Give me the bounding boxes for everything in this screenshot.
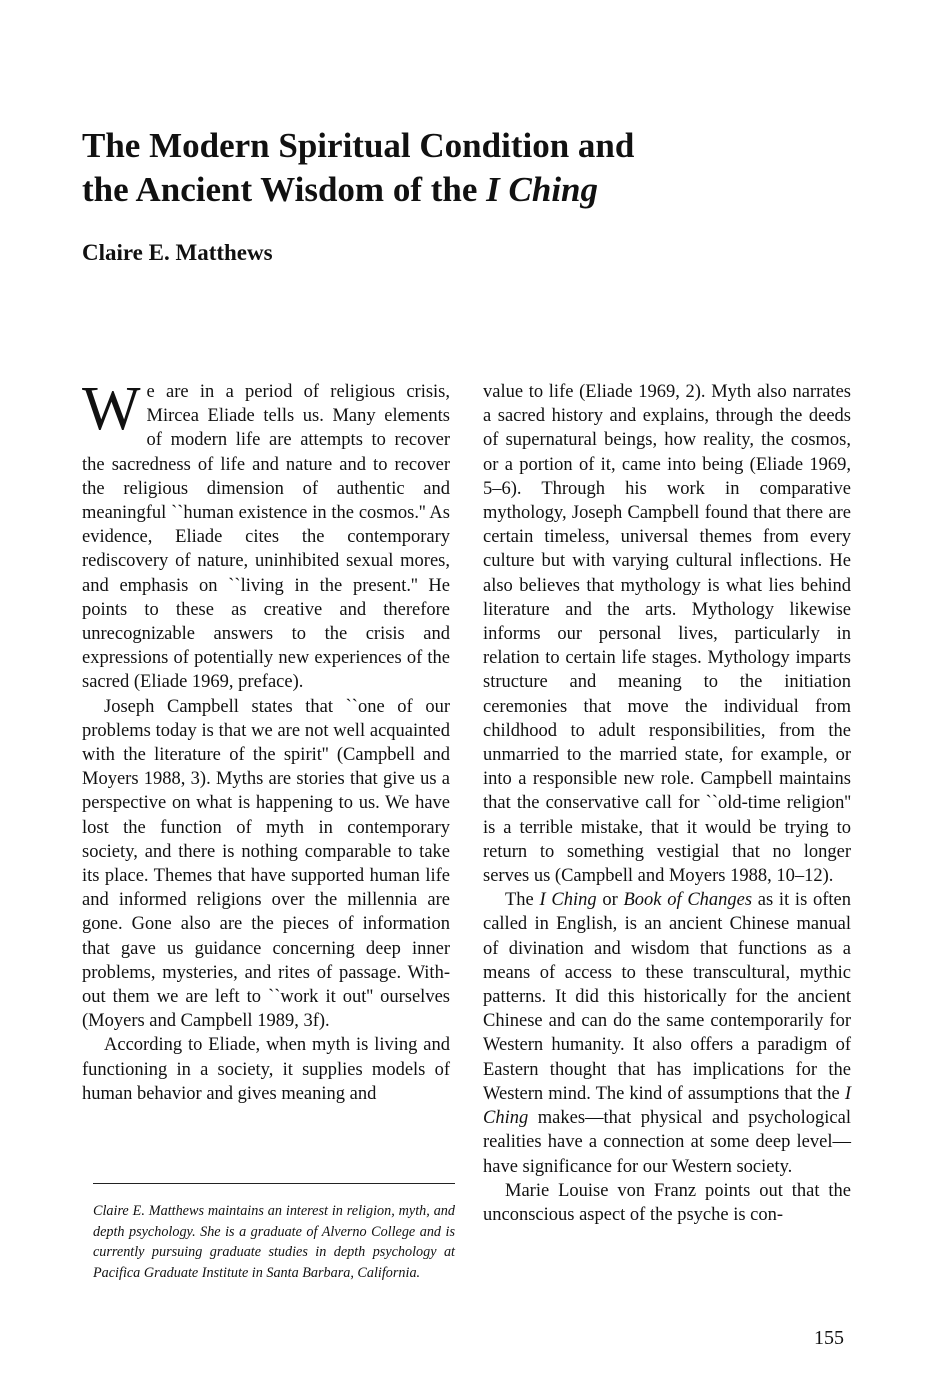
- paragraph-5: [483, 888, 851, 1178]
- title-line-2-prefix: the Ancient Wisdom of the: [82, 170, 487, 209]
- p5-italic-i-ching: I Ching: [539, 890, 597, 911]
- article-title: [82, 124, 842, 212]
- paragraph-1: [82, 375, 450, 695]
- p5-italic-i-ching-2: I Ching: [483, 1083, 851, 1129]
- left-column: [82, 375, 450, 1106]
- paragraph-4: value to life (Eliade 1969, 2). Myth also narrates a sacred history and explains, through the deeds of supernatural beings, how reality, the cosmos, or a portion of it, came into being (Eliade 1969, 5–6). Through his work in comparative mythology, Joseph Campbell found that there are certain timeless, universal themes from every culture but with varying cultural inflections. He also believes that mythology is what lies behind literature and the arts. Mythology likewise informs our personal lives, particularly in relation to certain life stages. Mythology imparts structure and meaning to the initiation ceremonies that move the individual from childhood to adult responsibilities, from the unmarried to the married state, for example, or into a responsible new role. Campbell maintains that the conservative call for ``old-time religion'' is a terrible mistake, that it would be trying to return to something vestigial that no longer serves us (Campbell and Moyers 1988, 10–12).: [483, 382, 851, 887]
- right-column: [483, 380, 851, 1227]
- paragraph-2: Joseph Campbell states that ``one of our problems today is that we are not well acquainted with the literature of the spirit'' (Campbell and Moyers 1988, 3). Myths are stories that give us a perspective on what is happening to us. We have lost the function of myth in contemporary society, and there is nothing comparable to take its place. Themes that have supported human life and informed religions over the millennia are gone. Gone also are the pieces of information that gave us guidance concerning deep inner problems, mysteries, and rites of passage. Without them we are left to ``work it out'' ourselves (Moyers and Campbell 1989, 3f).: [82, 696, 450, 1032]
- p5-italic-book-of-changes: Book of Changes: [623, 890, 753, 911]
- footnote-divider: [93, 1183, 455, 1184]
- p5-text-d: makes—that physical and psychological realities have a connection at some deep level—have significance for our Western society.: [483, 1108, 851, 1177]
- p5-text-a: The: [505, 890, 540, 911]
- author-footnote: Claire E. Matthews maintains an interest in religion, myth, and depth psychology. She is a graduate of Alverno College and is currently pursuing graduate studies in depth psychology at Pacifica Graduate Institute in Santa Barbara, California.: [93, 1203, 455, 1281]
- paragraph-6: Marie Louise von Franz points out that the unconscious aspect of the psyche is con-: [483, 1180, 851, 1225]
- drop-cap: W: [82, 375, 141, 443]
- title-line-2: [82, 168, 842, 212]
- page-number: 155: [814, 1327, 844, 1349]
- p5-text-c: as it is often called in English, is an ancient Chinese manual of divination and wisdom that functions as a means of access to these transcultural, mythic patterns. It did this historically for the ancient Chinese and can do the same contemporarily for Western humanity. It also offers a paradigm of Eastern thought that has implications for the Western mind. The kind of assumptions that the: [483, 890, 852, 1104]
- paragraph-1-text: e are in a period of religious crisis, Mircea Eliade tells us. Many elements of modern life are attempts to recover the sacredness of life and nature and to recover the religious dimension of authentic and meaningful ``human existence in the cosmos.'' As evidence, Eliade cites the contemporary rediscovery of nature, uninhibited sexual mores, and emphasis on ``living in the present.'' He points to these as creative and therefore unrecognizable answers to the crisis and expressions of potentially new experiences of the sacred (Eliade 1969, preface).: [82, 382, 450, 693]
- title-line-1: The Modern Spiritual Condition and: [82, 126, 635, 165]
- author-name: Claire E. Matthews: [82, 240, 273, 265]
- title-i-ching: I Ching: [486, 170, 599, 209]
- p5-text-b: or: [596, 890, 624, 911]
- paragraph-3: According to Eliade, when myth is living and functioning in a society, it supplies models of human behavior and gives meaning and: [82, 1035, 450, 1104]
